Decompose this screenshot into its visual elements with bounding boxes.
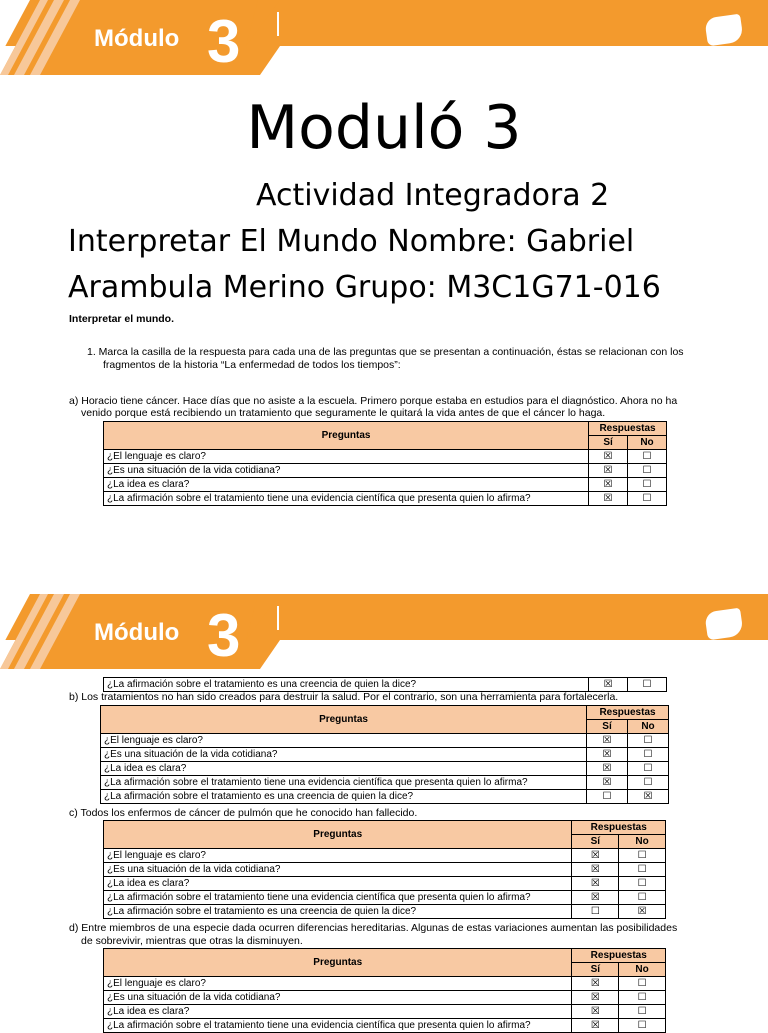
question-cell: ¿Es una situación de la vida cotidiana? — [104, 464, 589, 478]
header-no: No — [628, 720, 669, 734]
table-row — [104, 891, 666, 905]
answer-checkbox-si[interactable]: ☒ — [587, 748, 628, 762]
table-row — [104, 678, 667, 692]
answer-checkbox-no[interactable]: ☐ — [628, 492, 667, 506]
header-respuestas: Respuestas — [572, 821, 666, 835]
answer-checkbox-si[interactable]: ☒ — [589, 464, 628, 478]
banner-graphic — [0, 594, 768, 676]
answer-checkbox-si[interactable]: ☒ — [587, 734, 628, 748]
banner-number: 3 — [207, 602, 241, 669]
header-si: Sí — [589, 436, 628, 450]
question-cell: ¿La idea es clara? — [101, 762, 587, 776]
answer-checkbox-no[interactable]: ☐ — [619, 877, 666, 891]
question-cell: ¿La idea es clara? — [104, 1005, 572, 1019]
instruction-line-2: fragmentos de la historia “La enfermedad de todos los tiempos”: — [103, 359, 401, 371]
question-cell: ¿La afirmación sobre el tratamiento tiene una evidencia científica que presenta quien lo afirma? — [101, 776, 587, 790]
answer-checkbox-si[interactable]: ☒ — [572, 877, 619, 891]
answer-checkbox-no[interactable]: ☐ — [619, 863, 666, 877]
question-cell: ¿El lenguaje es claro? — [104, 849, 572, 863]
brand-logo-icon — [704, 606, 746, 640]
table-row — [104, 1005, 666, 1019]
answer-checkbox-no[interactable]: ☒ — [619, 905, 666, 919]
instruction-line-1: 1. Marca la casilla de la respuesta para cada una de las preguntas que se presentan a continuación, éstas se relacionan con los — [87, 346, 684, 358]
answer-checkbox-no[interactable]: ☐ — [628, 464, 667, 478]
table-row — [104, 849, 666, 863]
question-cell: ¿La idea es clara? — [104, 478, 589, 492]
answer-checkbox-si[interactable]: ☒ — [589, 478, 628, 492]
header-no: No — [619, 963, 666, 977]
answer-checkbox-no[interactable]: ☐ — [619, 991, 666, 1005]
table-row — [104, 905, 666, 919]
header-preguntas: Preguntas — [104, 422, 589, 450]
answer-checkbox-no[interactable]: ☐ — [619, 1005, 666, 1019]
section-heading: Interpretar el mundo. — [69, 313, 175, 325]
answer-checkbox-si[interactable]: ☐ — [572, 905, 619, 919]
answer-checkbox-si[interactable]: ☒ — [572, 1005, 619, 1019]
table-d-body — [104, 977, 666, 1033]
item-c-text: c) Todos los enfermos de cáncer de pulmón que he conocido han fallecido. — [69, 807, 418, 819]
answer-checkbox-no[interactable]: ☐ — [628, 450, 667, 464]
answer-checkbox-no[interactable]: ☐ — [628, 734, 669, 748]
table-row — [101, 790, 669, 804]
answer-checkbox-si[interactable]: ☒ — [587, 776, 628, 790]
answer-checkbox-si[interactable]: ☒ — [572, 977, 619, 991]
question-cell: ¿La afirmación sobre el tratamiento tiene una evidencia científica que presenta quien lo afirma? — [104, 1019, 572, 1033]
answer-checkbox-no[interactable]: ☐ — [628, 678, 667, 692]
question-cell: ¿Es una situación de la vida cotidiana? — [101, 748, 587, 762]
item-d-text-2: de sobrevivir, mientras que otras la disminuyen. — [81, 935, 303, 947]
table-row — [101, 734, 669, 748]
header-si: Sí — [572, 835, 619, 849]
table-row — [104, 450, 667, 464]
answer-checkbox-si[interactable]: ☒ — [572, 849, 619, 863]
question-cell: ¿La afirmación sobre el tratamiento es una creencia de quien la dice? — [104, 678, 589, 692]
answer-checkbox-si[interactable]: ☐ — [587, 790, 628, 804]
answer-checkbox-no[interactable]: ☐ — [628, 762, 669, 776]
item-d-text-1: d) Entre miembros de una especie dada ocurren diferencias hereditarias. Algunas de estas variaciones aumentan las posibilidades — [69, 922, 678, 934]
table-a-cont-body — [104, 678, 667, 692]
banner-label: Módulo — [94, 619, 180, 646]
answer-checkbox-no[interactable]: ☒ — [628, 790, 669, 804]
header-si: Sí — [587, 720, 628, 734]
answer-checkbox-no[interactable]: ☐ — [628, 478, 667, 492]
answer-checkbox-no[interactable]: ☐ — [619, 977, 666, 991]
table-d — [103, 948, 666, 1033]
header-preguntas: Preguntas — [101, 706, 587, 734]
header-preguntas: Preguntas — [104, 949, 572, 977]
answer-checkbox-no[interactable]: ☐ — [619, 1019, 666, 1033]
table-row — [104, 977, 666, 991]
header-respuestas: Respuestas — [589, 422, 667, 436]
answer-checkbox-si[interactable]: ☒ — [587, 762, 628, 776]
answer-checkbox-si[interactable]: ☒ — [572, 1019, 619, 1033]
subtitle: Actividad Integradora 2 — [256, 178, 610, 213]
name-line-1: Interpretar El Mundo Nombre: Gabriel — [68, 224, 635, 259]
answer-checkbox-si[interactable]: ☒ — [589, 678, 628, 692]
banner-graphic — [0, 0, 768, 82]
question-cell: ¿La afirmación sobre el tratamiento tiene una evidencia científica que presenta quien lo afirma? — [104, 891, 572, 905]
answer-checkbox-no[interactable]: ☐ — [628, 748, 669, 762]
question-cell: ¿La idea es clara? — [104, 877, 572, 891]
table-b-body — [101, 734, 669, 804]
answer-checkbox-si[interactable]: ☒ — [572, 891, 619, 905]
banner-number: 3 — [207, 8, 241, 75]
header-no: No — [628, 436, 667, 450]
question-cell: ¿La afirmación sobre el tratamiento tiene una evidencia científica que presenta quien lo afirma? — [104, 492, 589, 506]
table-row — [104, 492, 667, 506]
table-row — [104, 464, 667, 478]
question-cell: ¿El lenguaje es claro? — [101, 734, 587, 748]
header-respuestas: Respuestas — [587, 706, 669, 720]
table-row — [104, 991, 666, 1005]
module-banner-top — [0, 0, 768, 82]
table-row — [104, 877, 666, 891]
item-b-text: b) Los tratamientos no han sido creados para destruir la salud. Por el contrario, son una herramienta para fortalecerla. — [69, 691, 619, 703]
page-title: Moduló 3 — [246, 93, 522, 163]
answer-checkbox-no[interactable]: ☐ — [619, 891, 666, 905]
table-b — [100, 705, 669, 804]
question-cell: ¿Es una situación de la vida cotidiana? — [104, 991, 572, 1005]
banner-label: Módulo — [94, 25, 180, 52]
item-a-text-2: venido porque está recibiendo un tratamiento que seguramente le quitará la vida antes de que el cáncer lo haga. — [81, 407, 606, 419]
question-cell: ¿El lenguaje es claro? — [104, 450, 589, 464]
answer-checkbox-no[interactable]: ☐ — [619, 849, 666, 863]
table-c — [103, 820, 666, 919]
question-cell: ¿El lenguaje es claro? — [104, 977, 572, 991]
item-a-text-1: a) Horacio tiene cáncer. Hace días que no asiste a la escuela. Primero porque estaba en estudios para el diagnóstico. Ahora no ha — [69, 395, 678, 407]
table-a — [103, 421, 667, 506]
header-preguntas: Preguntas — [104, 821, 572, 849]
table-row — [101, 776, 669, 790]
answer-checkbox-si[interactable]: ☒ — [589, 450, 628, 464]
answer-checkbox-si[interactable]: ☒ — [589, 492, 628, 506]
table-c-body — [104, 849, 666, 919]
answer-checkbox-si[interactable]: ☒ — [572, 863, 619, 877]
table-row — [104, 863, 666, 877]
table-row — [101, 762, 669, 776]
module-banner-bottom — [0, 594, 768, 676]
header-respuestas: Respuestas — [572, 949, 666, 963]
table-row — [104, 478, 667, 492]
answer-checkbox-no[interactable]: ☐ — [628, 776, 669, 790]
question-cell: ¿Es una situación de la vida cotidiana? — [104, 863, 572, 877]
table-a-continued — [103, 677, 667, 692]
table-row — [101, 748, 669, 762]
table-row — [104, 1019, 666, 1033]
table-a-body — [104, 450, 667, 506]
header-si: Sí — [572, 963, 619, 977]
answer-checkbox-si[interactable]: ☒ — [572, 991, 619, 1005]
header-no: No — [619, 835, 666, 849]
question-cell: ¿La afirmación sobre el tratamiento es una creencia de quien la dice? — [101, 790, 587, 804]
question-cell: ¿La afirmación sobre el tratamiento es una creencia de quien la dice? — [104, 905, 572, 919]
name-line-2: Arambula Merino Grupo: M3C1G71-016 — [68, 270, 661, 305]
brand-logo-icon — [704, 12, 746, 46]
